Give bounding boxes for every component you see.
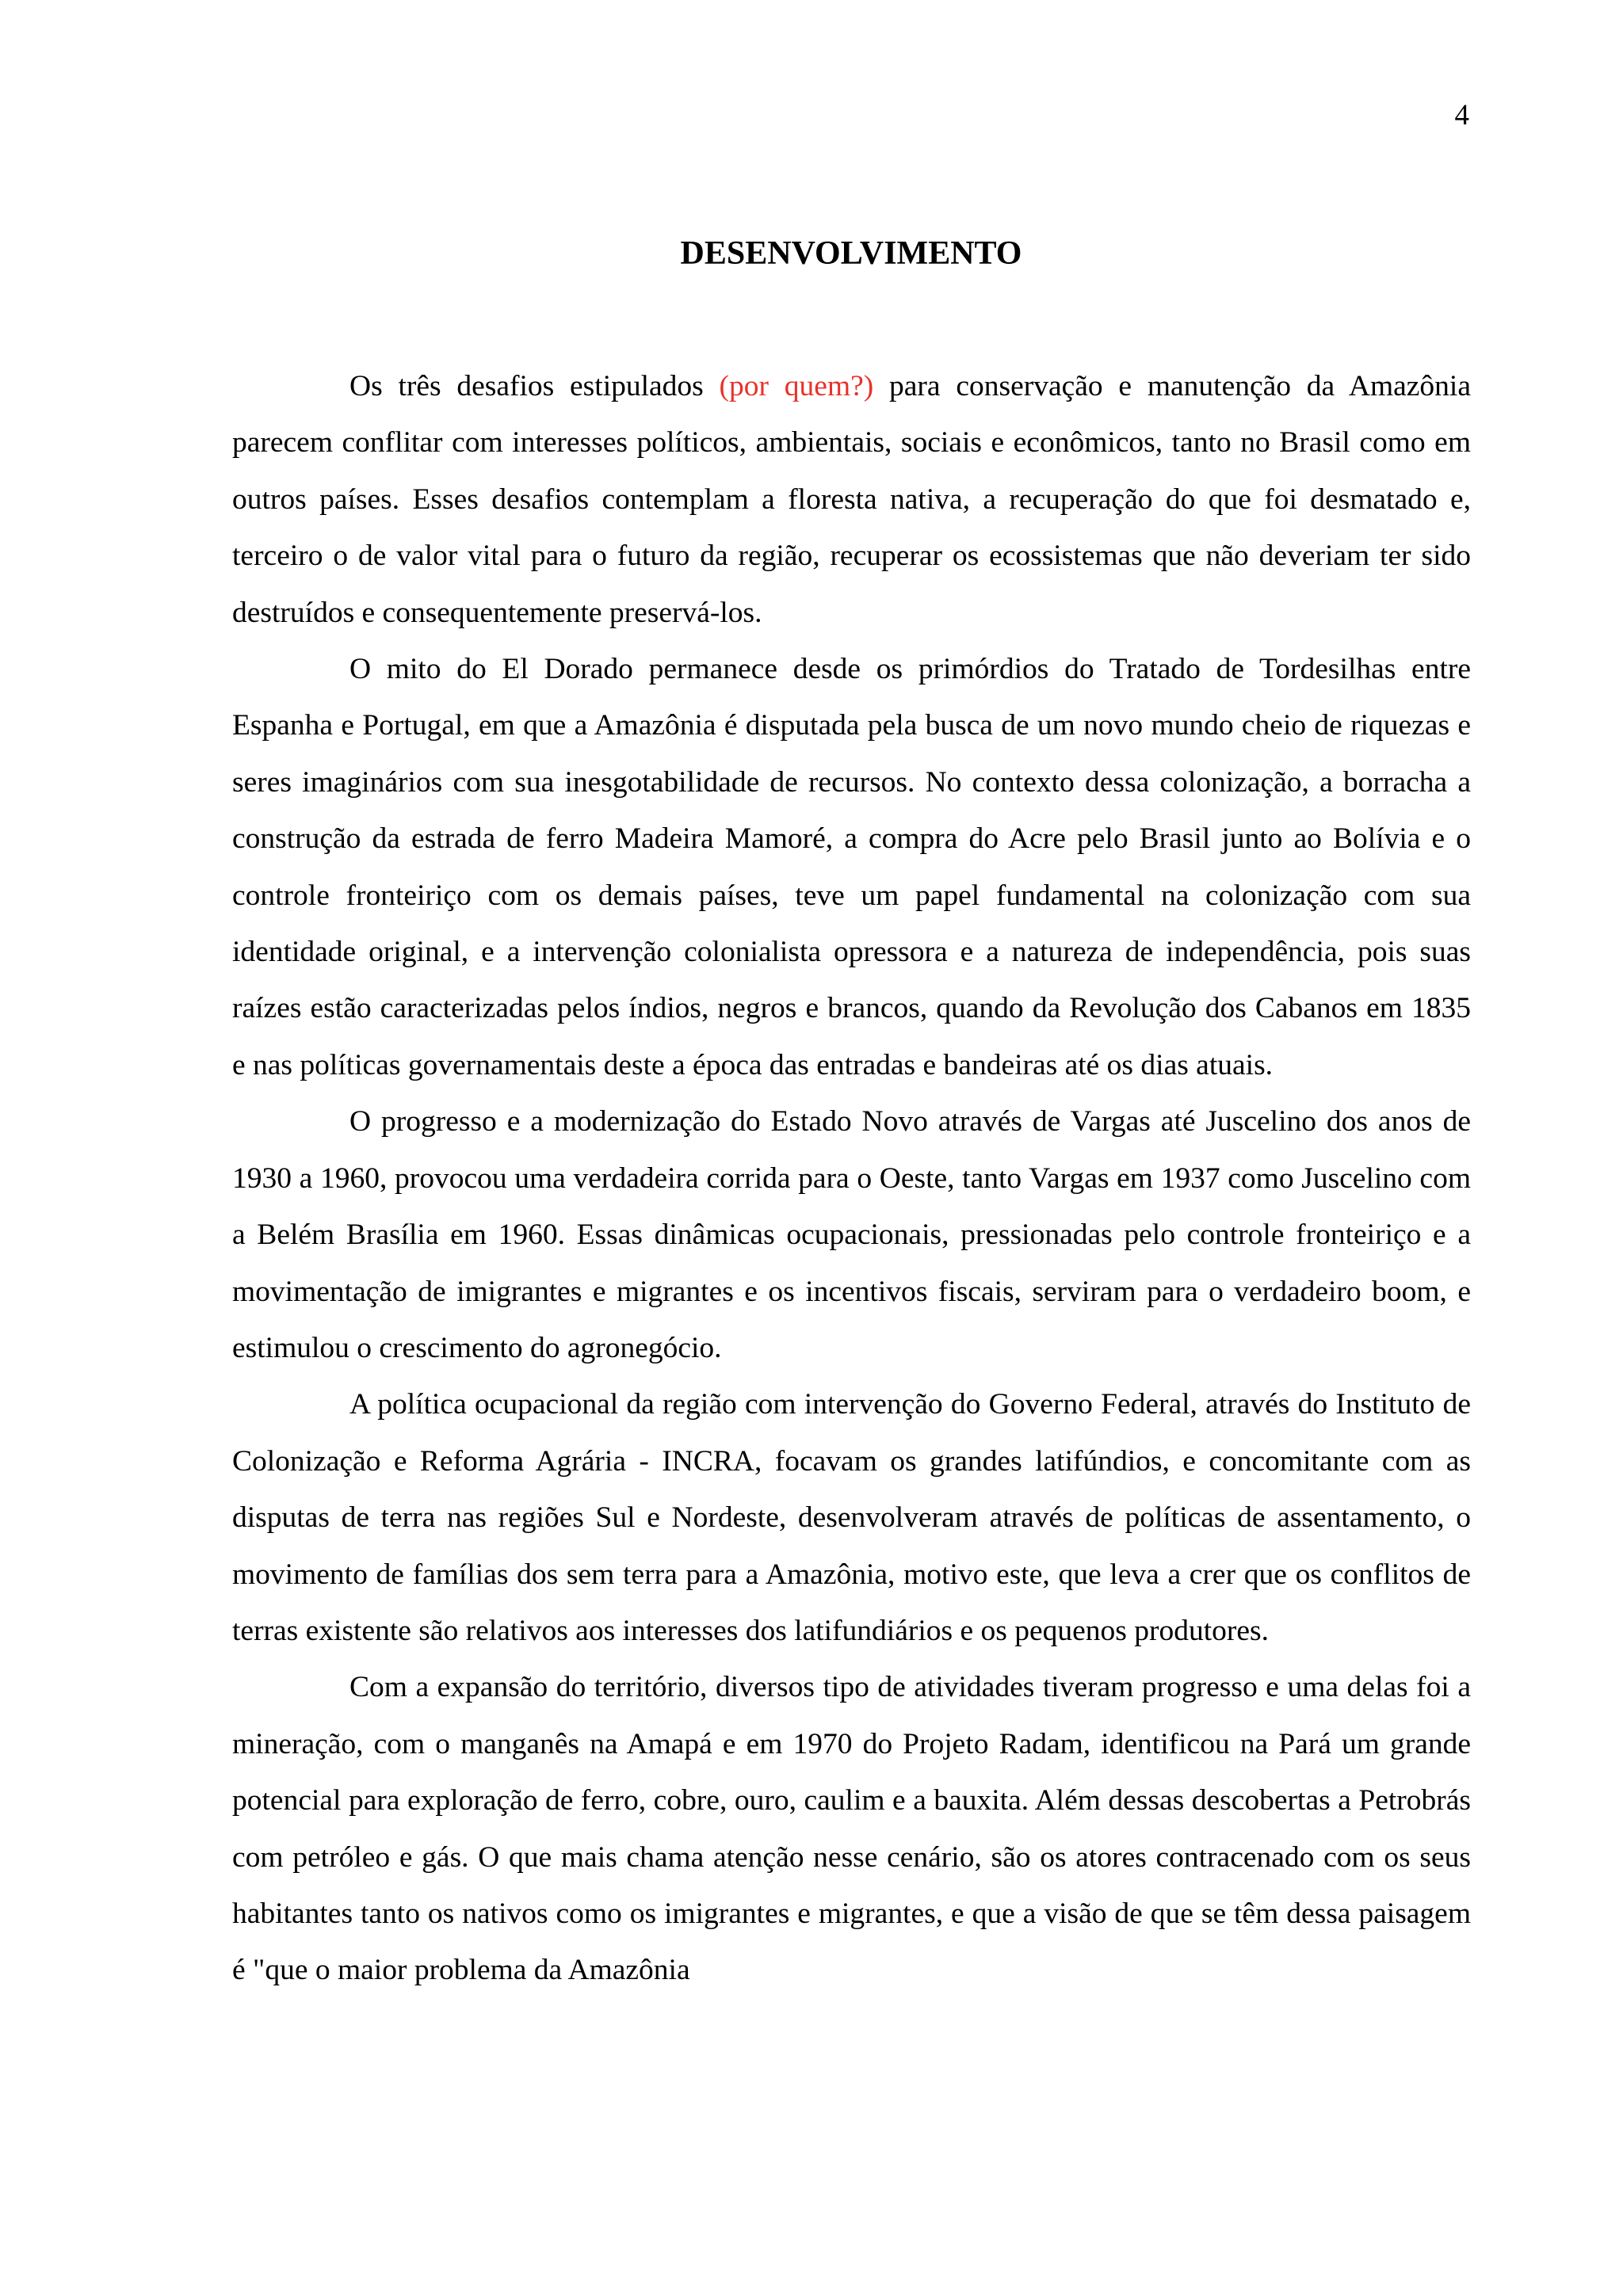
paragraph-3: O progresso e a modernização do Estado Novo através de Vargas até Juscelino dos anos de 1930 a 1960, provocou uma verdadeira corrida para o Oeste, tanto Vargas em 1937 como Juscelino com a Belém Brasília em 1960. Essas dinâmicas ocupacionais, pressionadas pelo controle fronteiriço e a movimentação de imigrantes e migrantes e os incentivos fiscais, serviram para o verdadeiro boom, e estimulou o crescimento do agronegócio. [232,1105,1471,1364]
annotation-comment: (por quem?) [719,370,874,402]
page-title: DESENVOLVIMENTO [680,235,1022,272]
paragraph-4: A política ocupacional da região com intervenção do Governo Federal, através do Instituto de Colonização e Reforma Agrária - INCRA, focavam os grandes latifúndios, e concomitante com as disputas de terra nas regiões Sul e Nordeste, desenvolveram através de políticas de assentamento, o movimento de famílias dos sem terra para a Amazônia, motivo este, que leva a crer que os conflitos de terras existente são relativos aos interesses dos latifundiários e os pequenos produtores. [232,1388,1471,1647]
body-text [232,358,1471,1999]
paragraph-1-start: Os três desafios estipulados [349,370,720,402]
paragraph-5: Com a expansão do território, diversos tipo de atividades tiveram progresso e uma delas foi a mineração, com o manganês na Amapá e em 1970 do Projeto Radam, identificou na Pará um grande potencial para exploração de ferro, cobre, ouro, caulim e a bauxita. Além dessas descobertas a Petrobrás com petróleo e gás. O que mais chama atenção nesse cenário, são os atores contracenado com os seus habitantes tanto os nativos como os imigrantes e migrantes, e que a visão de que se têm dessa paisagem é "que o maior problema da Amazônia [232,1671,1471,1987]
paragraph-2: O mito do El Dorado permanece desde os primórdios do Tratado de Tordesilhas entre Espanha e Portugal, em que a Amazônia é disputada pela busca de um novo mundo cheio de riquezas e seres imaginários com sua inesgotabilidade de recursos. No contexto dessa colonização, a borracha a construção da estrada de ferro Madeira Mamoré, a compra do Acre pelo Brasil junto ao Bolívia e o controle fronteiriço com os demais países, teve um papel fundamental na colonização com sua identidade original, e a intervenção colonialista opressora e a natureza de independência, pois suas raízes estão caracterizadas pelos índios, negros e brancos, quando da Revolução dos Cabanos em 1835 e nas políticas governamentais deste a época das entradas e bandeiras até os dias atuais. [232,653,1471,1081]
paragraph-1 [232,358,1471,641]
paragraph-1-end: para conservação e manutenção da Amazônia parecem conflitar com interesses políticos, ambientais, sociais e econômicos, tanto no Brasil como em outros países. Esses desafios contemplam a floresta nativa, a recuperação do que foi desmatado e, terceiro o de valor vital para o futuro da região, recuperar os ecossistemas que não deveriam ter sido destruídos e consequentemente preservá-los. [232,370,1471,629]
page-number: 4 [1454,99,1469,132]
